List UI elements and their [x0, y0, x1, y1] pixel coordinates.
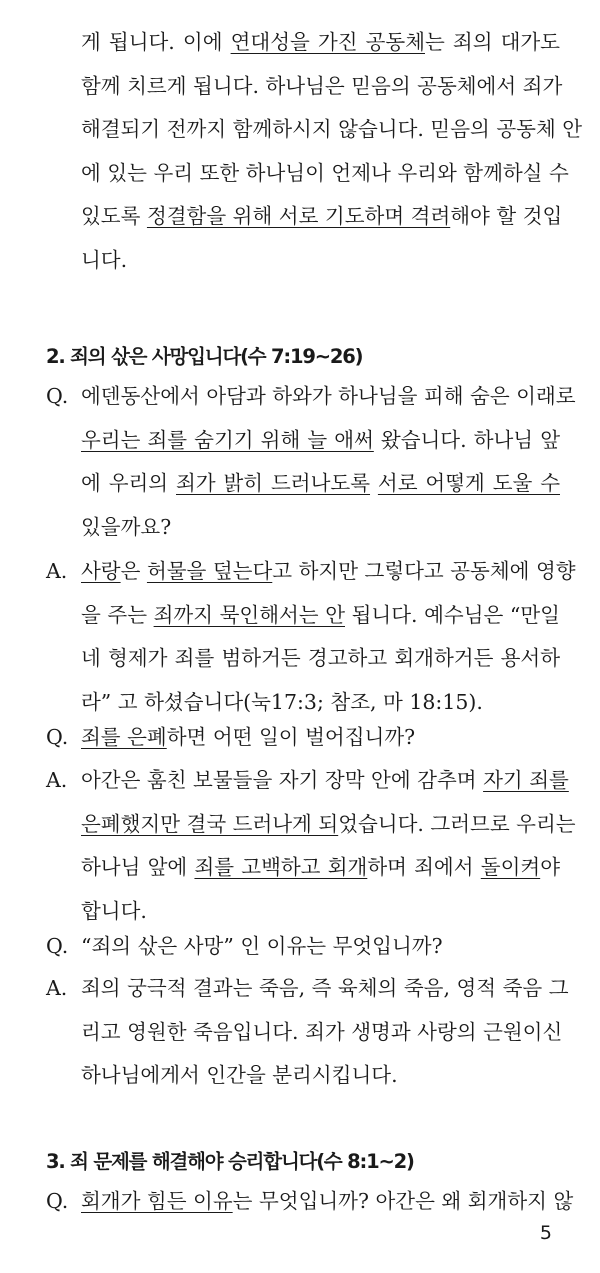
question-marker: Q.: [46, 725, 69, 749]
text-run: 에덴동산에서 아담과 하와가 하나님을 피해 숨은 이래로: [81, 384, 576, 408]
answer-text: [81, 967, 569, 1098]
text-run: 됩니다. 예수님은 “만일: [345, 602, 560, 627]
text-line: [81, 21, 560, 65]
text-run: 라” 고 하셨습니다(눅17:3; 참조, 마 18:15).: [81, 689, 483, 714]
text-run: 하면 어떤 일이 벌어집니까?: [166, 725, 416, 749]
question-text: [81, 716, 560, 760]
text-line: [81, 239, 560, 283]
text-line: [81, 716, 560, 760]
underlined-phrase: 죄가 밝히 드러나도록: [176, 471, 371, 496]
text-run: 에 우리의: [81, 471, 176, 496]
answer-marker: A.: [46, 559, 68, 583]
text-line: [81, 375, 576, 419]
text-line: [81, 65, 563, 109]
underlined-phrase: 자기 죄를: [483, 768, 569, 792]
text-run: 죄의 궁극적 결과는 죽음, 즉 육체의 죽음, 영적 죽음 그: [81, 976, 569, 1000]
text-run: 은: [120, 559, 147, 583]
text-line: [81, 759, 569, 803]
text-line: [81, 152, 569, 196]
underlined-phrase: 허물을 덮는다: [146, 559, 273, 583]
text-run: 을 주는: [81, 602, 154, 627]
text-run: 왔습니다. 하나님 앞: [373, 427, 560, 452]
text-line: [81, 506, 560, 550]
text-run: 었습니다. 그러므로 우리는: [338, 811, 576, 836]
underlined-phrase: 죄를 은폐: [81, 725, 167, 749]
answer-text: [81, 550, 576, 724]
underlined-phrase: 서로 어떻게 도울 수: [377, 471, 560, 496]
text-line: [81, 195, 563, 239]
text-run: 있도록: [81, 204, 147, 229]
text-run: 함께 치르게 됩니다. 하나님은 믿음의 공동체에서 죄가: [81, 73, 563, 98]
text-line: [81, 967, 569, 1011]
text-line: [81, 1180, 574, 1224]
section-3-heading: 3. 죄 문제를 해결해야 승리합니다(수 8:1~2): [46, 1150, 414, 1173]
underlined-phrase: 은폐했지만 결국 드러나게 되: [81, 811, 339, 836]
text-run: 에 있는 우리 또한 하나님이 언제나 우리와 함께하실 수: [81, 160, 569, 185]
text-run: 는 죄의 대가도: [425, 30, 560, 54]
text-run: 리고 영원한 죽음입니다. 죄가 생명과 사랑의 근원이신: [81, 1019, 563, 1044]
text-run: [370, 471, 378, 495]
underlined-phrase: 죄까지 묵인해서는 안: [153, 602, 345, 627]
text-line: [81, 594, 560, 638]
underlined-phrase: 우리는 죄를 숨기기 위해 늘 애써: [81, 427, 374, 452]
question-text: [81, 375, 576, 549]
text-line: [81, 550, 576, 594]
underlined-phrase: 사랑: [81, 559, 121, 583]
text-line: [81, 1011, 563, 1055]
question-text: [81, 1180, 574, 1224]
text-run: 해야 할 것입: [450, 204, 563, 229]
question-text: [81, 925, 560, 969]
question-marker: Q.: [46, 1189, 69, 1213]
text-line: [81, 846, 560, 890]
text-run: 게 됩니다. 이에: [81, 30, 231, 54]
text-run: 니다.: [81, 247, 128, 272]
text-run: 아간은 훔친 보물들을 자기 장막 안에 감추며: [81, 768, 484, 792]
answer-marker: A.: [46, 976, 68, 1000]
answer-text: [81, 759, 576, 933]
text-run: 네 형제가 죄를 범하거든 경고하고 회개하거든 용서하: [81, 646, 560, 671]
text-run: “죄의 삯은 사망” 인 이유는 무엇입니까?: [81, 934, 443, 958]
text-line: [81, 637, 560, 681]
text-run: 합니다.: [81, 898, 147, 923]
text-run: 하나님 앞에: [81, 855, 195, 880]
text-line: [81, 925, 560, 969]
text-run: 야: [540, 855, 560, 880]
text-run: 고 하지만 그렇다고 공동체에 영향: [272, 559, 576, 583]
question-marker: Q.: [46, 934, 69, 958]
underlined-phrase: 연대성을 가진 공동체: [230, 30, 425, 54]
text-line: [81, 1054, 560, 1098]
intro-paragraph: [81, 21, 583, 283]
section-2-heading: 2. 죄의 삯은 사망입니다(수 7:19~26): [46, 345, 363, 368]
text-line: [81, 462, 560, 506]
text-line: [81, 108, 583, 152]
page-number: 5: [539, 1222, 552, 1244]
text-run: 있을까요?: [81, 514, 172, 539]
text-run: 는 무엇입니까? 아간은 왜 회개하지 않: [232, 1189, 574, 1213]
text-run: 하며 죄에서: [367, 855, 481, 880]
underlined-phrase: 정결함을 위해 서로 기도하며 격려: [146, 204, 451, 229]
question-marker: Q.: [46, 384, 69, 408]
underlined-phrase: 죄를 고백하고 회개: [194, 855, 368, 880]
text-line: [81, 419, 560, 463]
underlined-phrase: 회개가 힘든 이유: [81, 1189, 233, 1213]
answer-marker: A.: [46, 768, 68, 792]
text-run: 해결되기 전까지 함께하시지 않습니다. 믿음의 공동체 안: [81, 117, 583, 142]
text-run: 하나님에게서 인간을 분리시킵니다.: [81, 1063, 398, 1088]
underlined-phrase: 돌이켜: [480, 855, 541, 880]
text-line: [81, 803, 576, 847]
